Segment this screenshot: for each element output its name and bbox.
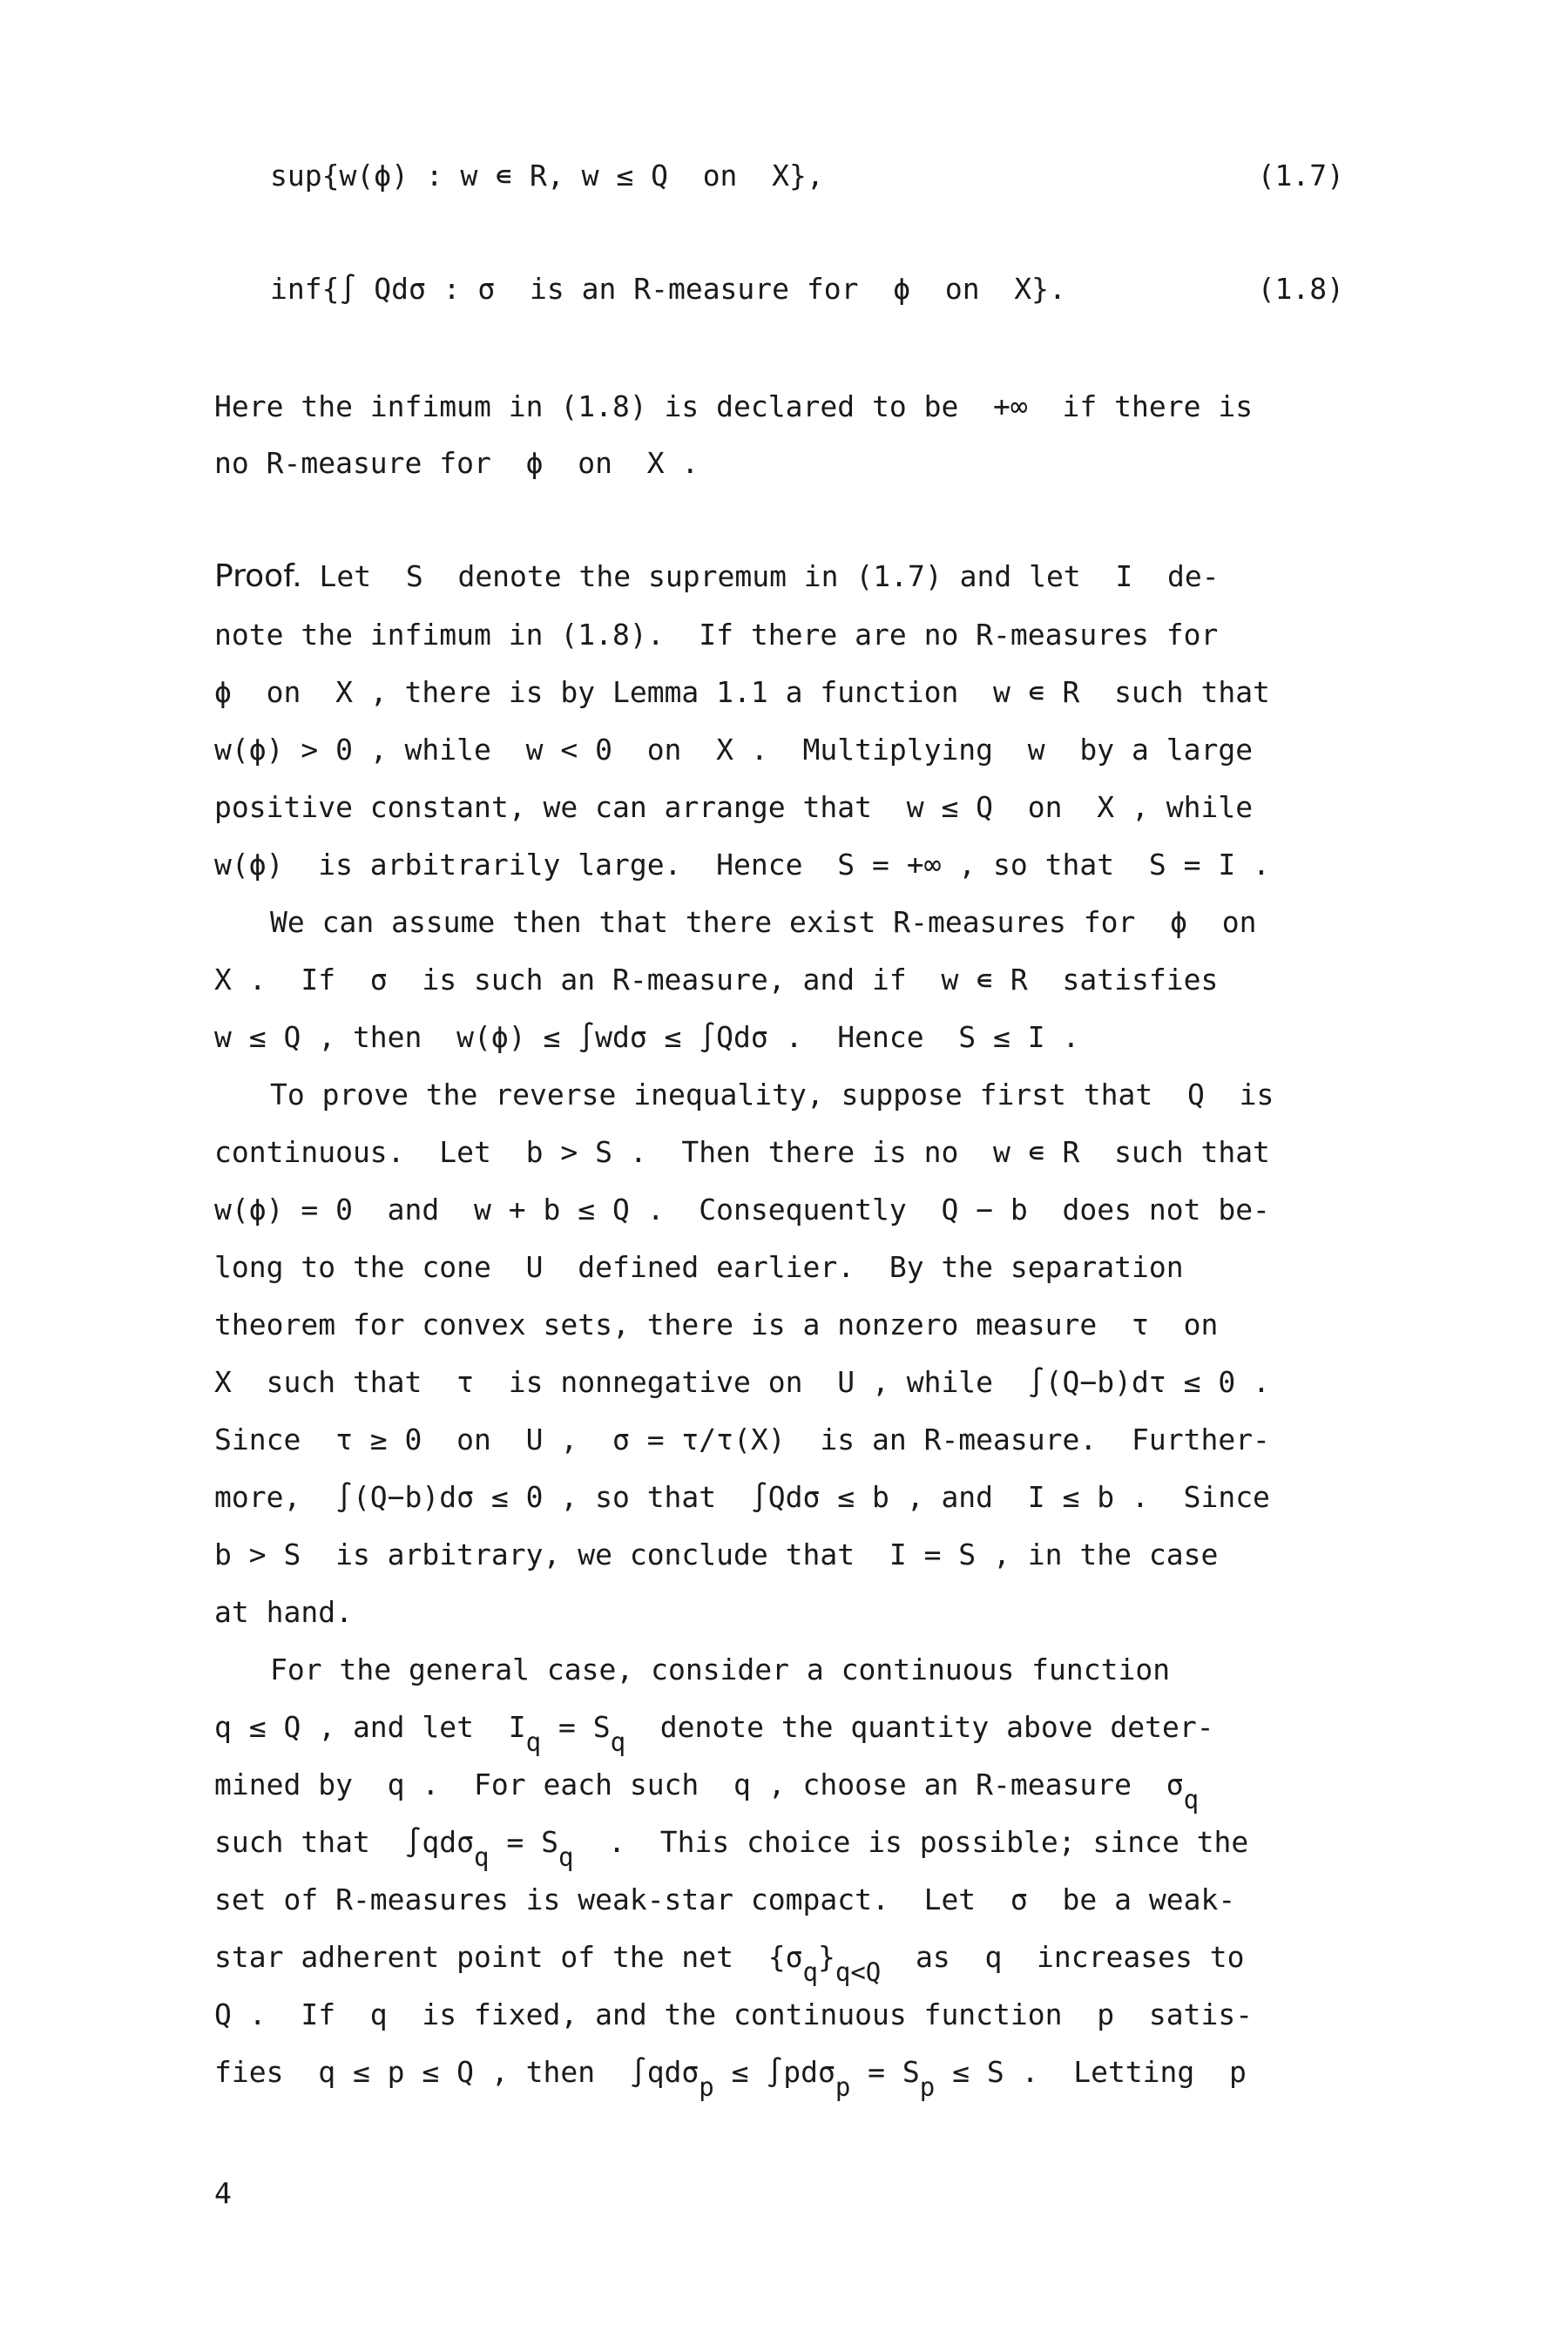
text-line: b > S is arbitrary, we conclude that I = S , in the case xyxy=(214,1538,1219,1571)
text-line: Q . If q is fixed, and the continuous function p satis- xyxy=(214,1997,1254,2031)
text-line: For the general case, consider a continuous function xyxy=(270,1652,1171,1686)
equation-text: inf{∫ Qdσ : σ is an R-measure for ϕ on X}. xyxy=(270,272,1066,306)
text-line: star adherent point of the net $\{\sigma_q\}_{q<Q}$ as q increases to xyxy=(214,1940,1245,1987)
proof-line: Proof. Let S denote the supremum in (1.7) and let I de- xyxy=(214,558,1220,594)
text-line: To prove the reverse inequality, suppose first that Q is xyxy=(270,1078,1274,1112)
text-line: at hand. xyxy=(214,1595,353,1629)
text-line: ϕ on X , there is by Lemma 1.1 a function w ∊ R such that xyxy=(214,675,1270,709)
equation-1-8 xyxy=(270,270,1344,314)
equation-1-7 xyxy=(270,157,1344,200)
text-line: X . If σ is such an R-measure, and if w ∊ R satisfies xyxy=(214,963,1219,997)
text-line: mined by q . For each such q , choose an R-measure $\sigma_q$ xyxy=(214,1767,1200,1815)
text-line: w(ϕ) = 0 and w + b ≤ Q . Consequently Q − b does not be- xyxy=(214,1193,1270,1227)
text-line: w(ϕ) > 0 , while w < 0 on X . Multiplying w by a large xyxy=(214,733,1254,767)
text-line: w(ϕ) is arbitrarily large. Hence S = +∞ , so that S = I . xyxy=(214,848,1270,882)
text-line: w ≤ Q , then w(ϕ) ≤ ∫wdσ ≤ ∫Qdσ . Hence S ≤ I . xyxy=(214,1020,1080,1054)
equation-text: sup{w(ϕ) : w ∊ R, w ≤ Q on X}, xyxy=(270,159,824,193)
text-line: We can assume then that there exist R-measures for ϕ on xyxy=(270,905,1257,939)
equation-label: (1.7) xyxy=(1257,159,1344,193)
text-line: note the infimum in (1.8). If there are no R-measures for xyxy=(214,618,1219,652)
text-line: fies q ≤ p ≤ Q , then $\int qd\sigma_p \le \int pd\sigma_p = S_p \le S$ . Letting p xyxy=(214,2055,1247,2102)
text-line: X such that τ is nonnegative on U , while ∫(Q−b)dτ ≤ 0 . xyxy=(214,1365,1270,1399)
text-line: positive constant, we can arrange that w ≤ Q on X , while xyxy=(214,790,1254,824)
text-line: no R-measure for ϕ on X . xyxy=(214,446,700,480)
text-line: more, ∫(Q−b)dσ ≤ 0 , so that ∫Qdσ ≤ b , and I ≤ b . Since xyxy=(214,1480,1270,1514)
text-line: q ≤ Q , and let $I_q = S_q$ denote the quantity above deter- xyxy=(214,1710,1214,1757)
text-line: long to the cone U defined earlier. By the separation xyxy=(214,1250,1184,1284)
text-line: continuous. Let b > S . Then there is no w ∊ R such that xyxy=(214,1135,1270,1169)
text-line: set of R-measures is weak-star compact. Let σ be a weak- xyxy=(214,1882,1236,1916)
equation-label: (1.8) xyxy=(1257,272,1344,306)
text-line: Here the infimum in (1.8) is declared to be +∞ if there is xyxy=(214,389,1254,423)
text-line: theorem for convex sets, there is a nonzero measure τ on xyxy=(214,1308,1219,1342)
text-line: Since τ ≥ 0 on U , σ = τ/τ(X) is an R-measure. Further- xyxy=(214,1423,1270,1456)
proof-label: Proof. xyxy=(214,558,302,594)
text-line: such that $\int qd\sigma_q = S_q$ . This choice is possible; since the xyxy=(214,1825,1249,1872)
page-number: 4 xyxy=(214,2176,232,2210)
